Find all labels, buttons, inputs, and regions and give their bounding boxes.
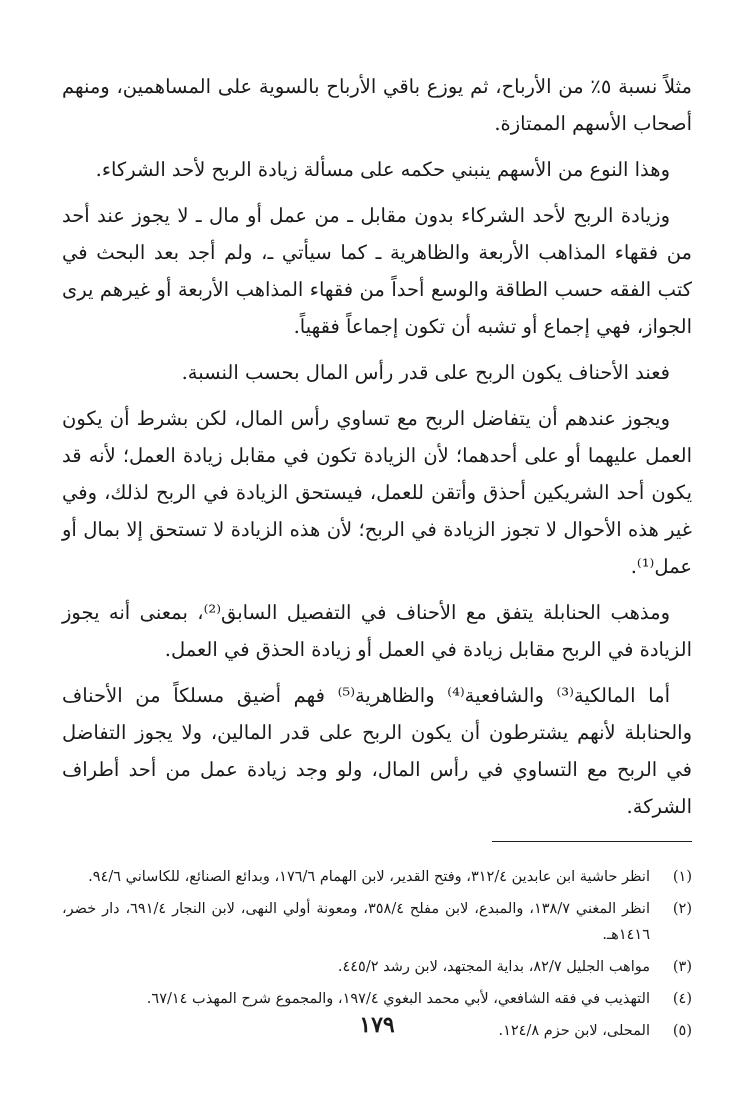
footnote-text: المحلى، لابن حزم ١٢٤/٨. (498, 1023, 650, 1039)
footnote-text: انظر المغني ١٣٨/٧، والمبدع، لابن مفلح ٣٥٨/٤، ومعونة أولي النهى، لابن النجار ٦٩١/٤، دار خضر، ١٤١٦هـ. (62, 901, 650, 943)
footnote (62, 864, 692, 890)
footnote-number: (٢) (672, 901, 692, 917)
footnote-number: (٣) (672, 959, 692, 975)
paragraph: مثلاً نسبة ٥٪ من الأرباح، ثم يوزع باقي الأرباح بالسوية على المساهمين، ومنهم أصحاب الأسهم الممتازة. (62, 75, 692, 135)
footnote-separator (492, 841, 692, 842)
footnote (62, 896, 692, 948)
footnote-text: مواهب الجليل ٨٢/٧، بداية المجتهد، لابن رشد ٤٤٥/٢. (337, 959, 650, 975)
footnote-text: التهذيب في فقه الشافعي، لأبي محمد البغوي ١٩٧/٤، والمجموع شرح المهذب ٦٧/١٤. (146, 991, 650, 1007)
footnote (62, 986, 692, 1012)
paragraph: ومذهب الحنابلة يتفق مع الأحناف في التفصيل السابق⁽²⁾، بمعنى أنه يجوز الزيادة في الربح مقابل زيادة في العمل أو زيادة الحذق في العمل. (62, 601, 692, 661)
footnote-number: (٥) (672, 1023, 692, 1039)
footnote-number: (١) (672, 869, 692, 885)
footnote-text: انظر حاشية ابن عابدين ٣١٢/٤، وفتح القدير، لابن الهمام ١٧٦/٦، وبدائع الصنائع، للكاساني ٩٤/٦. (88, 869, 650, 885)
main-text (62, 68, 692, 825)
paragraph: ويجوز عندهم أن يتفاضل الربح مع تساوي رأس المال، لكن بشرط أن يكون العمل عليهما أو على أحدهما؛ لأن الزيادة تكون في مقابل زيادة العمل؛ لأنه قد يكون أحد الشريكين أحذق وأتقن للعمل، فيستحق الزيادة في الربح لذلك، وفي غير هذه الأحوال لا تجوز الزيادة في الربح؛ لأن هذه الزيادة لا تستحق إلا بمال أو عمل⁽¹⁾. (62, 407, 692, 578)
footnote-number: (٤) (672, 991, 692, 1007)
page-number: ١٧٩ (359, 1012, 395, 1038)
paragraph: أما المالكية⁽³⁾ والشافعية⁽⁴⁾ والظاهرية⁽⁵⁾ فهم أضيق مسلكاً من الأحناف والحنابلة لأنهم يشترطون أن يكون الربح على قدر المالين، ولا يجوز التفاضل في الربح مع التساوي في رأس المال، ولو وجد زيادة عمل من أحد أطراف الشركة. (62, 684, 692, 818)
paragraph: وهذا النوع من الأسهم ينبني حكمه على مسألة زيادة الربح لأحد الشركاء. (95, 158, 670, 181)
paragraph: وزيادة الربح لأحد الشركاء بدون مقابل ـ من عمل أو مال ـ لا يجوز عند أحد من فقهاء المذاهب الأربعة والظاهرية ـ كما سيأتي ـ، ولم أجد بعد البحث في كتب الفقه حسب الطاقة والوسع أحداً من فقهاء المذاهب الأربعة أو غيرهم يرى الجواز، فهي إجماع أو تشبه أن تكون إجماعاً فقهياً. (62, 204, 692, 338)
paragraph: فعند الأحناف يكون الربح على قدر رأس المال بحسب النسبة. (181, 361, 670, 384)
footnote (62, 954, 692, 980)
